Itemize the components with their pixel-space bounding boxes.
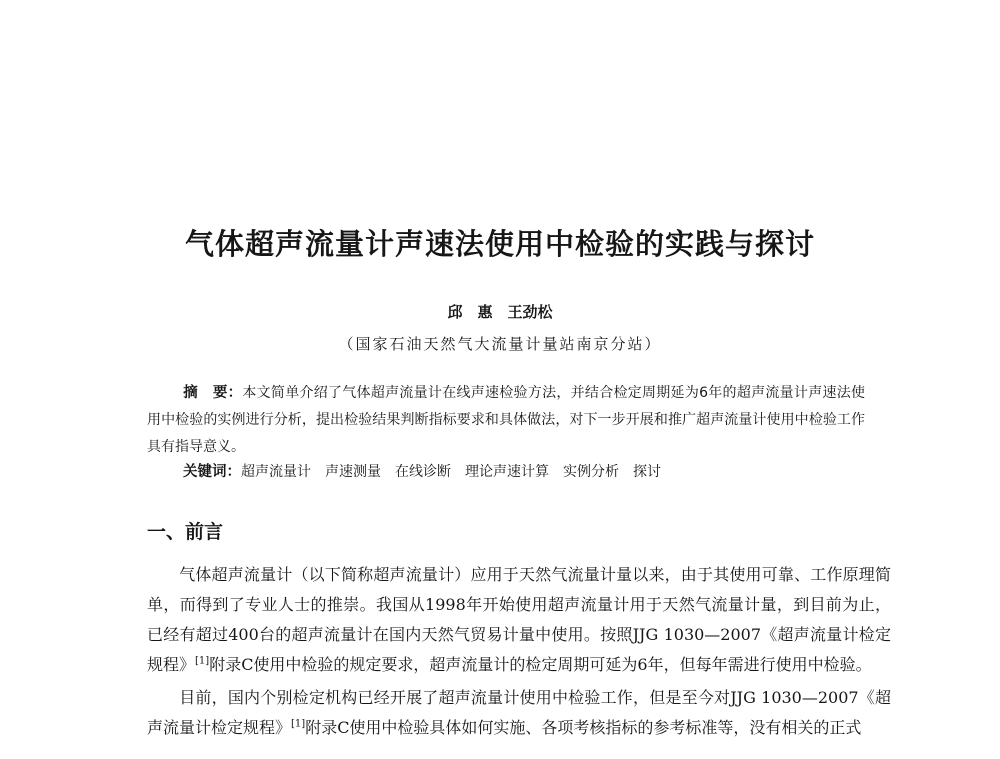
- paper-authors: 邱 惠 王劲松: [447, 303, 553, 321]
- citation-ref: [1]: [195, 655, 210, 667]
- paragraph: [147, 683, 891, 743]
- paper-affiliation: （国家石油天然气大流量计量站南京分站）: [338, 335, 662, 353]
- keyword-item: 声速测量: [325, 464, 381, 480]
- keyword-item: 实例分析: [563, 464, 619, 480]
- abstract-text: 本文简单介绍了气体超声流量计在线声速检验方法，并结合检定周期延为6年的超声流量计声速法使用中检验的实例进行分析，提出检验结果判断指标要求和具体做法，对下一步开展和推广超声流量计使用中检验工作具有指导意义。: [147, 385, 866, 455]
- keyword-item: 超声流量计: [241, 464, 311, 480]
- citation-ref: [1]: [291, 718, 306, 730]
- paragraph-text: 目前，国内个别检定机构已经开展了超声流量计使用中检验工作，但是至今对JJG 1030—2007《超声流量计检定规程》: [147, 688, 891, 737]
- abstract-label: 摘 要：: [183, 385, 243, 401]
- keyword-item: 探讨: [633, 464, 661, 480]
- paragraph-text: 附录C使用中检验具体如何实施、各项考核指标的参考标准等，没有相关的正式: [305, 718, 862, 737]
- keywords-label: 关键词：: [183, 464, 241, 480]
- paragraph-text: 气体超声流量计（以下简称超声流量计）应用于天然气流量计量以来，由于其使用可靠、工作原理简单，而得到了专业人士的推崇。我国从1998年开始使用超声流量计用于天然气流量计量，到目前为止，已经有超过400台的超声流量计在国内天然气贸易计量中使用。按照JJG 1030—2007《超声流量计检定规程》: [147, 565, 891, 674]
- paper-title: 气体超声流量计声速法使用中检验的实践与探讨: [184, 227, 815, 261]
- body-text: [147, 560, 891, 746]
- keyword-item: 在线诊断: [395, 464, 451, 480]
- paragraph: [147, 560, 891, 680]
- section-heading: 一、前言: [147, 521, 224, 543]
- keywords-line: [183, 460, 675, 481]
- abstract-block: [147, 380, 865, 461]
- paragraph-text: 附录C使用中检验的规定要求，超声流量计的检定周期可延为6年，但每年需进行使用中检验。: [209, 655, 872, 674]
- keyword-item: 理论声速计算: [465, 464, 549, 480]
